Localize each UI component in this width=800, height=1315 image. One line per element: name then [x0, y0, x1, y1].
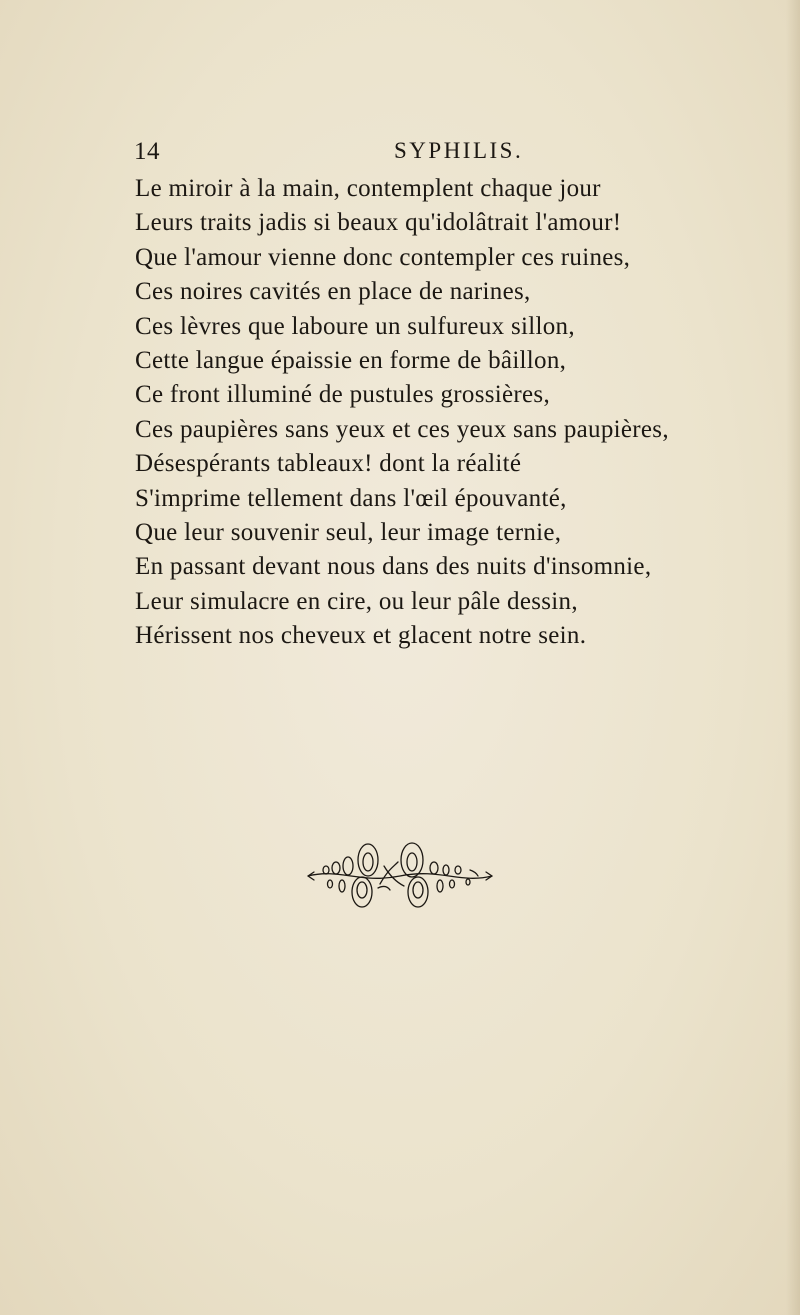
poem-line: Ce front illuminé de pustules grossières, [135, 381, 551, 409]
poem-line: En passant devant nous dans des nuits d'insomnie, [135, 553, 652, 581]
poem-line: Désespérants tableaux! dont la réalité [135, 450, 522, 478]
poem-line: Ces noires cavités en place de narines, [135, 278, 531, 306]
poem-line: Hérissent nos cheveux et glacent notre sein. [135, 622, 587, 650]
poem-line: Que l'amour vienne donc contempler ces ruines, [135, 243, 631, 271]
running-title: SYPHILIS. [394, 138, 524, 163]
poem-line: S'imprime tellement dans l'œil épouvanté, [135, 484, 567, 512]
poem-stanza [135, 172, 735, 653]
calligraphic-flourish-icon [300, 840, 500, 910]
poem-line: Leur simulacre en cire, ou leur pâle dessin, [135, 587, 578, 615]
poem-line: Ces paupières sans yeux et ces yeux sans paupières, [135, 415, 669, 443]
running-head [134, 138, 694, 172]
poem-line: Le miroir à la main, contemplent chaque jour [135, 175, 601, 202]
poem-line: Leurs traits jadis si beaux qu'idolâtrait l'amour! [135, 209, 622, 237]
page-number: 14 [134, 138, 160, 165]
poem-line: Ces lèvres que laboure un sulfureux sillon, [135, 312, 575, 340]
poem-line: Que leur souvenir seul, leur image ternie, [135, 518, 562, 546]
page-edge-shadow [786, 0, 800, 1315]
poem-line: Cette langue épaissie en forme de bâillon, [135, 346, 567, 374]
